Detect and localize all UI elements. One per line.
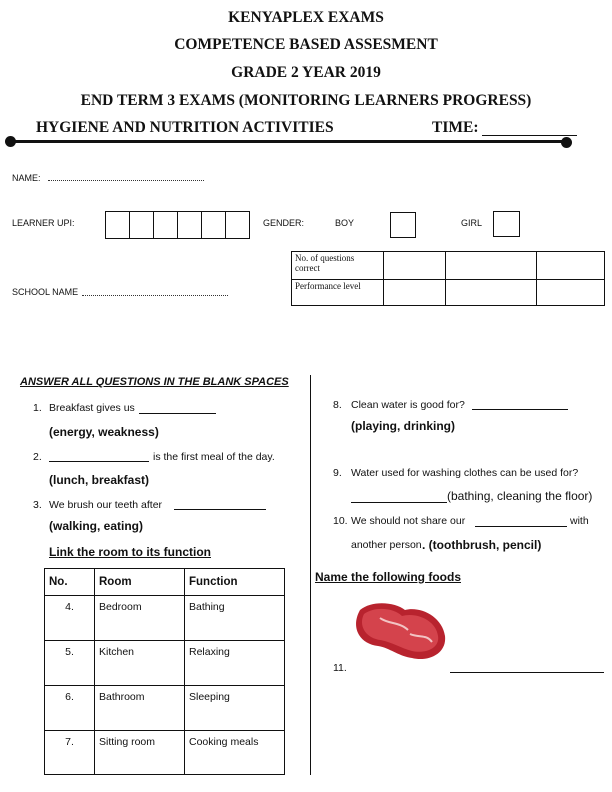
q10-text3: another person [351, 539, 422, 551]
q10-text: We should not share our [351, 515, 466, 527]
q8-options: (playing, drinking) [351, 419, 455, 433]
rooms-table [44, 568, 285, 775]
name-label: NAME: [12, 173, 41, 183]
name-field[interactable] [48, 180, 204, 181]
col-header: Room [95, 569, 185, 596]
subject-title: HYGIENE AND NUTRITION ACTIVITIES [36, 119, 334, 136]
column-divider [310, 375, 311, 775]
q2-answer[interactable] [49, 450, 149, 462]
q10-number: 10. [333, 515, 348, 527]
row-number: 4. [45, 596, 95, 641]
room-cell: Bathroom [95, 686, 185, 731]
link-title: Link the room to its function [49, 545, 211, 559]
q2-text: is the first meal of the day. [153, 451, 275, 463]
boy-label: BOY [335, 218, 355, 228]
row-number: 6. [45, 686, 95, 731]
function-cell: Bathing [185, 596, 285, 641]
time-field[interactable] [482, 121, 577, 136]
q9-number: 9. [333, 467, 342, 479]
q9-options: (bathing, cleaning the floor) [447, 489, 593, 503]
upi-box[interactable] [129, 211, 154, 239]
upi-box[interactable] [105, 211, 130, 239]
upi-label: LEARNER UPI: [12, 218, 75, 228]
q10-text2: with [570, 515, 589, 527]
room-cell: Kitchen [95, 641, 185, 686]
q2-number: 2. [33, 451, 42, 463]
col-header: Function [185, 569, 285, 596]
foods-title: Name the following foods [315, 570, 461, 584]
school-field[interactable] [82, 295, 228, 296]
room-cell: Bedroom [95, 596, 185, 641]
gender-label: GENDER: [263, 218, 305, 228]
room-cell: Sitting room [95, 731, 185, 775]
header-line4: END TERM 3 EXAMS (MONITORING LEARNERS PROGRESS) [80, 92, 532, 109]
q11-number: 11. [333, 662, 347, 674]
meat-image [350, 598, 450, 664]
q9-text: Water used for washing clothes can be used for? [351, 467, 579, 479]
q3-answer[interactable] [174, 498, 266, 510]
q2-options: (lunch, breakfast) [49, 473, 150, 487]
q8-answer[interactable] [472, 397, 568, 410]
upi-box[interactable] [225, 211, 250, 239]
table-row [45, 731, 285, 775]
instructions: ANSWER ALL QUESTIONS IN THE BLANK SPACES [20, 376, 289, 388]
function-cell: Sleeping [185, 686, 285, 731]
perf-label: No. of questions correct [292, 252, 384, 280]
row-number: 5. [45, 641, 95, 686]
upi-box[interactable] [153, 211, 178, 239]
girl-label: GIRL [461, 218, 483, 228]
q8-text: Clean water is good for? [351, 399, 465, 411]
row-number: 7. [45, 731, 95, 775]
function-cell: Relaxing [185, 641, 285, 686]
q3-options: (walking, eating) [49, 519, 144, 533]
table-row [45, 596, 285, 641]
q10-answer[interactable] [475, 514, 567, 527]
q11-answer[interactable] [450, 660, 604, 673]
perf-label: Performance level [292, 280, 384, 306]
table-row [45, 686, 285, 731]
q1-answer[interactable] [139, 402, 216, 414]
school-label: SCHOOL NAME [12, 287, 79, 297]
upi-boxes [105, 211, 250, 239]
girl-checkbox[interactable] [493, 211, 520, 237]
q9-answer[interactable] [351, 490, 447, 503]
col-header: No. [45, 569, 95, 596]
perf-cell[interactable] [537, 280, 605, 306]
table-row [45, 641, 285, 686]
q1-options: (energy, weakness) [49, 425, 159, 439]
perf-cell[interactable] [384, 280, 446, 306]
header-line2: COMPETENCE BASED ASSESMENT [174, 36, 438, 53]
divider-dot [561, 137, 572, 148]
upi-box[interactable] [201, 211, 226, 239]
performance-table [291, 251, 605, 306]
divider-dot [5, 136, 16, 147]
upi-box[interactable] [177, 211, 202, 239]
q3-text: We brush our teeth after [49, 499, 163, 511]
q8-number: 8. [333, 399, 342, 411]
boy-checkbox[interactable] [390, 212, 416, 238]
header-line3: GRADE 2 YEAR 2019 [231, 64, 381, 81]
perf-cell[interactable] [446, 252, 537, 280]
function-cell: Cooking meals [185, 731, 285, 775]
q10-options: . (toothbrush, pencil) [422, 538, 542, 552]
header-divider [10, 140, 568, 143]
time-label: TIME: [432, 119, 479, 136]
q1-number: 1. [33, 402, 42, 414]
perf-cell[interactable] [384, 252, 446, 280]
perf-cell[interactable] [446, 280, 537, 306]
q3-number: 3. [33, 499, 42, 511]
header-line1: KENYAPLEX EXAMS [228, 9, 384, 26]
q1-text: Breakfast gives us [49, 402, 135, 414]
perf-cell[interactable] [537, 252, 605, 280]
